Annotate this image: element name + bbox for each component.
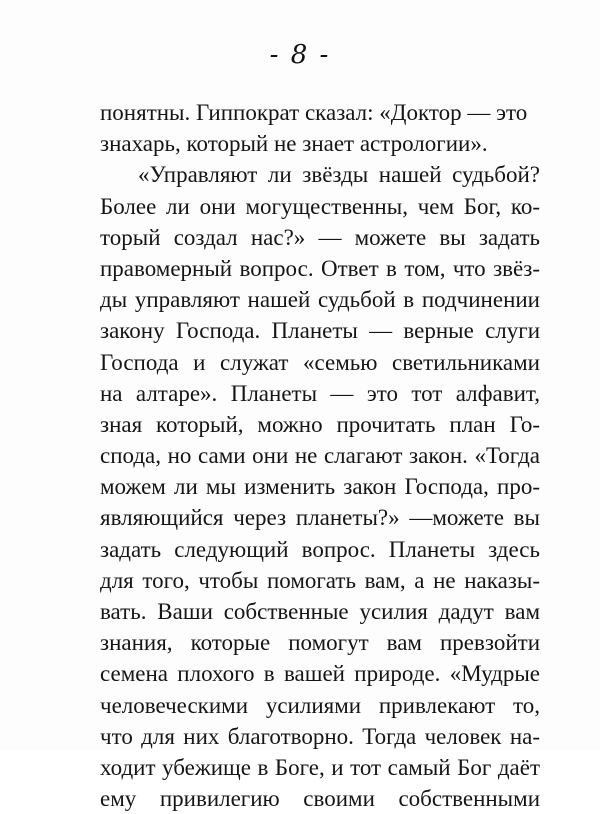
text-line: являющийся через планеты?» —можете вы xyxy=(100,505,540,531)
text-line: вать. Ваши собственные усилия дадут вам xyxy=(100,599,540,624)
text-line: спода, но сами они не слагают закон. «Тогда xyxy=(100,443,540,469)
text-line: торый создал нас?» — можете вы задать xyxy=(100,224,540,250)
text-line: знания, которые помогут вам превзойти xyxy=(100,630,540,656)
body-text xyxy=(100,97,540,814)
text-line: ему привилегию своими собственными xyxy=(100,786,540,812)
text-line: семена плохого в вашей природе. «Мудрые xyxy=(100,661,540,687)
text-line: можем ли мы изменить закон Господа, про- xyxy=(100,474,540,500)
text-line: задать следующий вопрос. Планеты здесь xyxy=(100,536,540,562)
text-line: ходит убежище в Боге, и тот самый Бог даёт xyxy=(100,754,540,780)
text-line: ды управляют нашей судьбой в подчинении xyxy=(100,287,540,313)
text-line: Господа и служат «семью светильниками xyxy=(100,349,540,375)
text-line: закону Господа. Планеты — верные слуги xyxy=(100,318,540,344)
text-line: для того, чтобы помогать вам, а не наказы- xyxy=(100,567,540,593)
text-line: Более ли они могущественны, чем Бог, ко- xyxy=(100,193,540,219)
text-line: зная который, можно прочитать план Го- xyxy=(100,411,540,437)
text-line: правомерный вопрос. Ответ в том, что звёз- xyxy=(100,255,540,281)
text-line: понятны. Гиппократ сказал: «Доктор — это xyxy=(100,100,528,125)
text-line: на алтаре». Планеты — это тот алфавит, xyxy=(100,380,540,406)
text-line: человеческими усилиями привлекают то, xyxy=(100,692,540,718)
page-number: - 8 - xyxy=(269,40,331,70)
text-line: знахарь, который не знает астрологии». xyxy=(100,131,488,157)
text-line: «Управляют ли звёзды нашей судьбой? xyxy=(138,162,540,188)
text-line: что для них благотворно. Тогда человек на- xyxy=(100,723,540,749)
